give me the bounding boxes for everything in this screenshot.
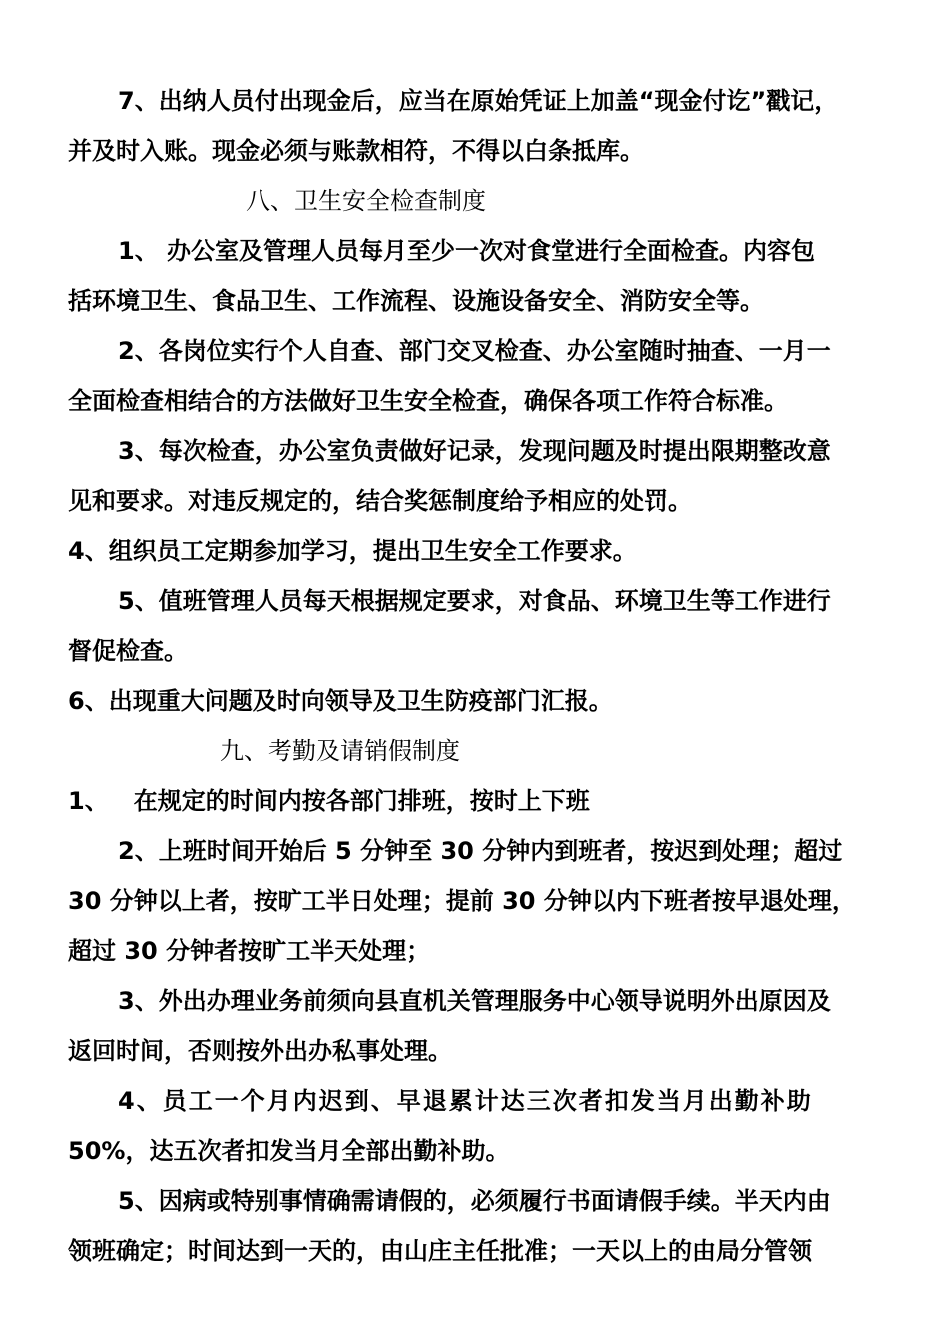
paragraph-line: 7、出纳人员付出现金后，应当在原始凭证上加盖“现金付讫”戳记， (118, 87, 839, 115)
paragraph-line: 4、员工一个月内迟到、早退累计达三次者扣发当月出勤补助 (118, 1087, 813, 1115)
paragraph-line: 超过 30 分钟者按旷工半天处理； (68, 937, 431, 965)
paragraph-line: 1、 办公室及管理人员每月至少一次对食堂进行全面检查。内容包 (118, 237, 816, 265)
paragraph-line: 括环境卫生、食品卫生、工作流程、设施设备安全、消防安全等。 (68, 287, 764, 315)
paragraph-line: 2、各岗位实行个人自查、部门交叉检查、办公室随时抽查、一月一 (118, 337, 831, 365)
paragraph-line: 1、 在规定的时间内按各部门排班，按时上下班 (68, 787, 590, 815)
paragraph-line: 30 分钟以上者，按旷工半日处理；提前 30 分钟以内下班者按早退处理， (68, 887, 856, 915)
paragraph-line: 5、值班管理人员每天根据规定要求，对食品、环境卫生等工作进行 (118, 587, 831, 615)
paragraph-line: 全面检查相结合的方法做好卫生安全检查，确保各项工作符合标准。 (68, 387, 788, 415)
paragraph-line: 3、外出办理业务前须向县直机关管理服务中心领导说明外出原因及 (118, 987, 831, 1015)
section-heading: 八、卫生安全检查制度 (246, 187, 486, 215)
paragraph-line: 领班确定；时间达到一天的，由山庄主任批准；一天以上的由局分管领 (68, 1237, 812, 1265)
paragraph-line: 5、因病或特别事情确需请假的，必须履行书面请假手续。半天内由 (118, 1187, 831, 1215)
paragraph-line: 6、出现重大问题及时向领导及卫生防疫部门汇报。 (68, 687, 613, 715)
paragraph-line: 50%，达五次者扣发当月全部出勤补助。 (68, 1137, 510, 1165)
paragraph-line: 见和要求。对违反规定的，结合奖惩制度给予相应的处罚。 (68, 487, 692, 515)
paragraph-line: 督促检查。 (68, 637, 188, 665)
section-heading: 九、考勤及请销假制度 (220, 737, 460, 765)
paragraph-line: 2、上班时间开始后 5 分钟至 30 分钟内到班者，按迟到处理；超过 (118, 837, 843, 865)
paragraph-line: 返回时间，否则按外出办私事处理。 (68, 1037, 452, 1065)
paragraph-line: 并及时入账。现金必须与账款相符，不得以白条抵库。 (68, 137, 644, 165)
paragraph-line: 4、组织员工定期参加学习，提出卫生安全工作要求。 (68, 537, 637, 565)
paragraph-line: 3、每次检查，办公室负责做好记录，发现问题及时提出限期整改意 (118, 437, 831, 465)
